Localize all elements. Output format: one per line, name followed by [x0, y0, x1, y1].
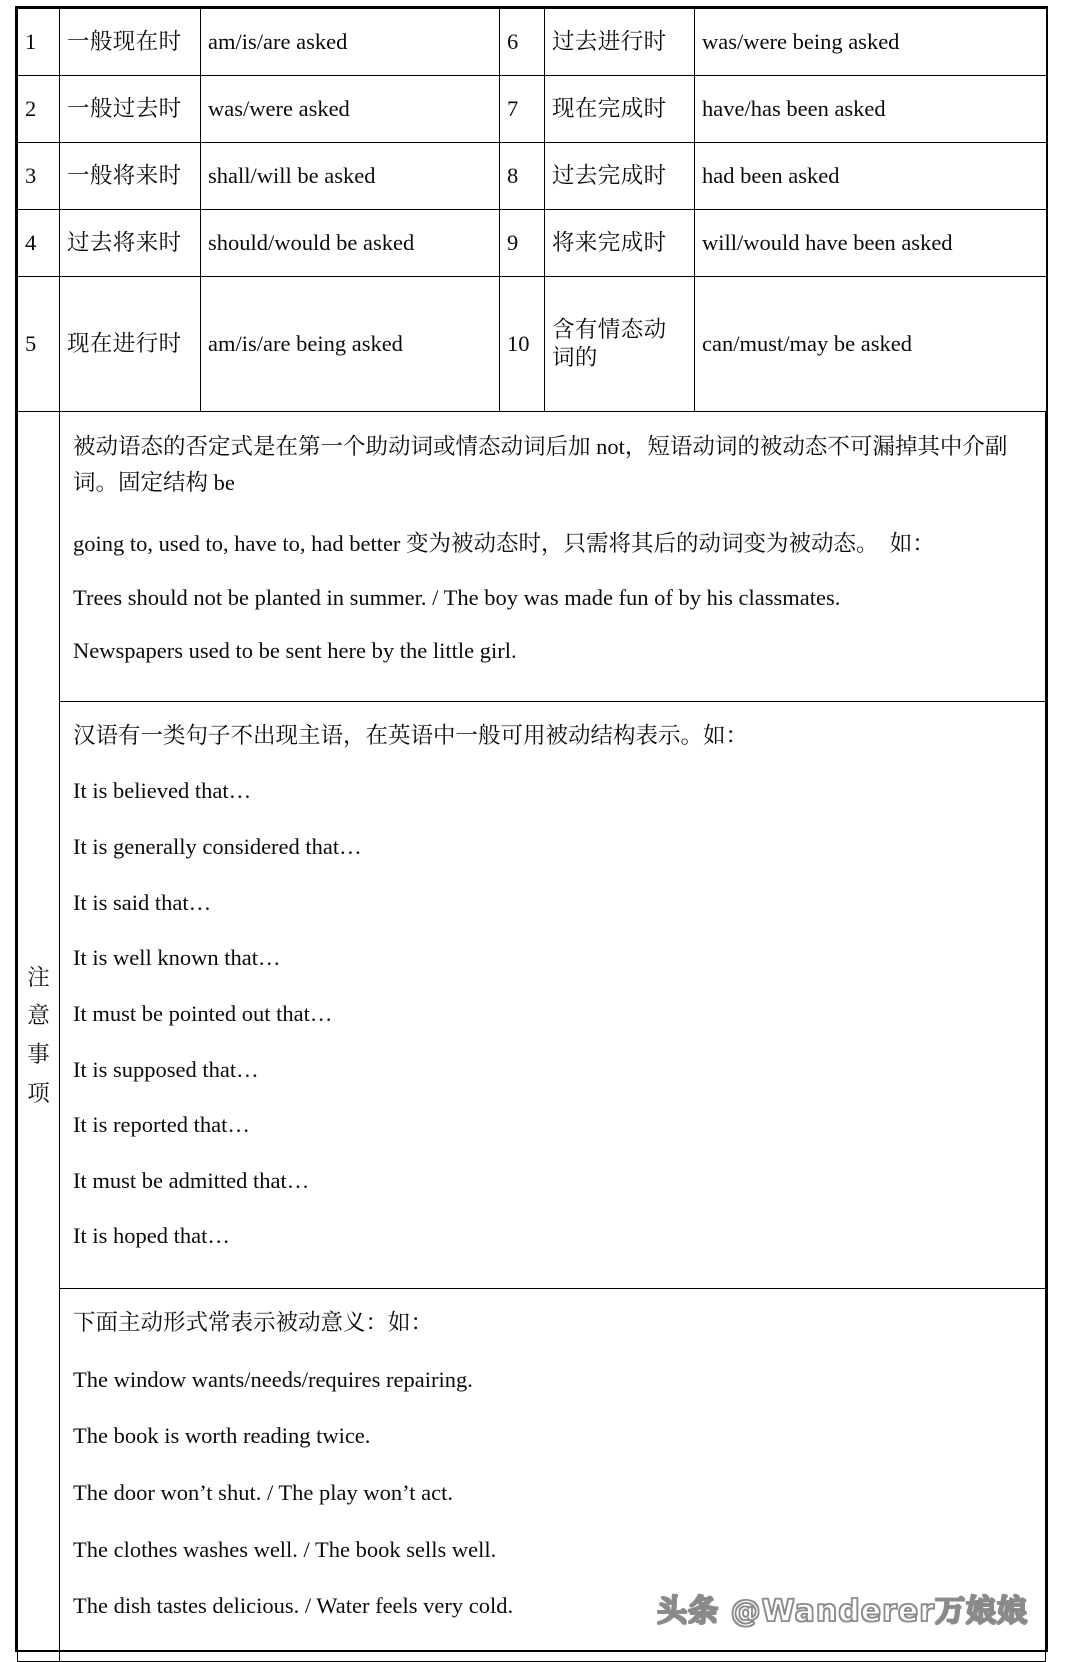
tense-form-right: had been asked: [695, 143, 1047, 210]
tense-name-right: 现在完成时: [545, 76, 695, 143]
note-line: It is reported that…: [73, 1112, 250, 1138]
tense-name-right: 过去进行时: [545, 9, 695, 76]
tense-form-left: should/would be asked: [201, 210, 500, 277]
tense-index-right: 8: [500, 143, 545, 210]
notes-label-cell: [18, 411, 60, 1661]
tense-table: [17, 8, 1047, 412]
tense-form-left: am/is/are asked: [201, 9, 500, 76]
watermark: 头条 @Wanderer万娘娘: [657, 1594, 1028, 1629]
note-line: The window wants/needs/requires repairing.: [73, 1366, 473, 1392]
tense-index-right: 6: [500, 9, 545, 76]
tense-name-right: 将来完成时: [545, 210, 695, 277]
note-line: The clothes washes well. / The book sells well.: [73, 1536, 497, 1562]
note-line: It is said that…: [73, 889, 212, 915]
note-line: It is believed that…: [73, 778, 252, 804]
table-row: [18, 76, 1047, 143]
tense-name-left: 过去将来时: [60, 210, 201, 277]
tense-form-right: will/would have been asked: [695, 210, 1047, 277]
note-section-subjectless: [60, 702, 1045, 1289]
notes-body: [60, 411, 1045, 1661]
notes-label-text: 注意事项: [27, 964, 50, 1106]
tense-form-left: was/were asked: [201, 76, 500, 143]
note-line: It must be pointed out that…: [73, 1000, 333, 1026]
note-line: going to, used to, have to, had better 变为被动态时，只需将其后的动词变为被动态。 如：: [73, 530, 935, 556]
note-line: It must be admitted that…: [73, 1167, 310, 1193]
note-line: 下面主动形式常表示被动意义：如：: [73, 1310, 434, 1335]
notes-section: [17, 411, 1046, 1662]
note-line: It is supposed that…: [73, 1056, 259, 1082]
note-line: The book is worth reading twice.: [73, 1423, 371, 1449]
table-row: [18, 277, 1047, 412]
tense-index-left: 2: [18, 76, 60, 143]
tense-name-right: 含有情态动词的: [545, 277, 695, 412]
note-line: 被动语态的否定式是在第一个助动词或情态动词后加 not，短语动词的被动态不可漏掉其中介副词。固定结构 be: [73, 434, 1008, 496]
tense-index-left: 1: [18, 9, 60, 76]
tense-name-right: 过去完成时: [545, 143, 695, 210]
note-line: It is hoped that…: [73, 1223, 230, 1249]
note-line: It is generally considered that…: [73, 834, 362, 859]
tense-index-right: 10: [500, 277, 545, 412]
table-row: [18, 9, 1047, 76]
note-section-active-form: [60, 1289, 1045, 1661]
table-row: [18, 143, 1047, 210]
note-line: The dish tastes delicious. / Water feels very cold.: [73, 1593, 514, 1619]
document-page: [15, 6, 1048, 1652]
note-line: Trees should not be planted in summer. / The boy was made fun of by his classmates.: [73, 584, 841, 610]
note-line: It is well known that…: [73, 945, 281, 971]
tense-form-right: have/has been asked: [695, 76, 1047, 143]
tense-name-left: 一般将来时: [60, 143, 201, 210]
tense-form-right: was/were being asked: [695, 9, 1047, 76]
note-section-negation: [60, 411, 1045, 702]
tense-index-left: 5: [18, 277, 60, 412]
note-line: Newspapers used to be sent here by the little girl.: [73, 638, 517, 664]
table-row: [18, 210, 1047, 277]
tense-index-right: 9: [500, 210, 545, 277]
tense-form-left: shall/will be asked: [201, 143, 500, 210]
tense-index-left: 4: [18, 210, 60, 277]
tense-index-right: 7: [500, 76, 545, 143]
note-line: 汉语有一类句子不出现主语，在英语中一般可用被动结构表示。如：: [73, 722, 749, 748]
tense-index-left: 3: [18, 143, 60, 210]
note-line: The door won’t shut. / The play won’t act.: [73, 1479, 453, 1505]
tense-form-right: can/must/may be asked: [695, 277, 1047, 412]
tense-form-left: am/is/are being asked: [201, 277, 500, 412]
tense-name-left: 一般过去时: [60, 76, 201, 143]
tense-name-left: 一般现在时: [60, 9, 201, 76]
tense-name-left: 现在进行时: [60, 277, 201, 412]
